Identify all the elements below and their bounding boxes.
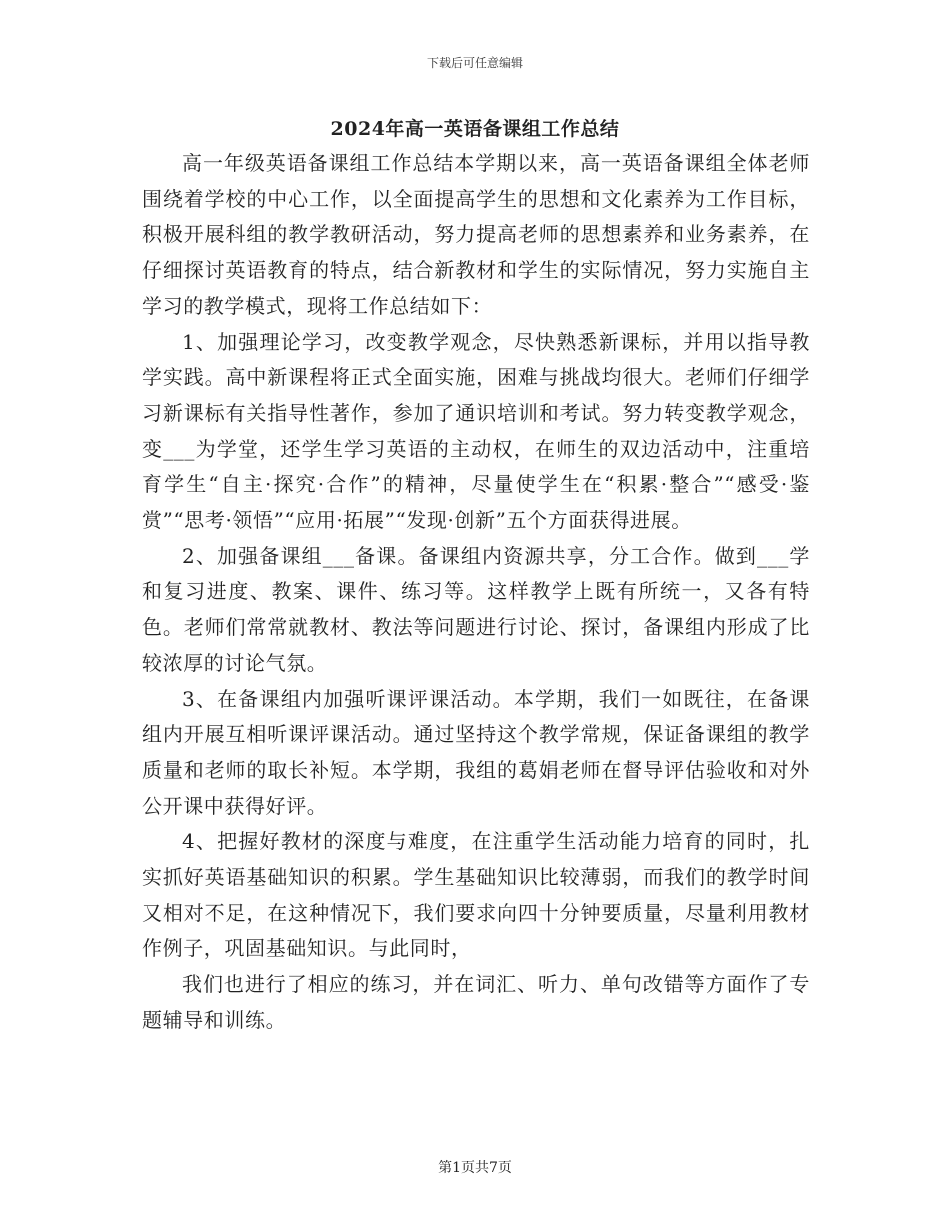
paragraph-item-2: 2、加强备课组___备课。备课组内资源共享，分工合作。做到___学和复习进度、教案、课件、练习等。这样教学上既有所统一，又各有特色。老师们常常就教材、教法等问题进行讨论、探讨，备课组内形成了比较浓厚的讨论气氛。 [142, 543, 810, 675]
paragraph-item-3: 3、在备课组内加强听课评课活动。本学期，我们一如既往，在备课组内开展互相听课评课活动。通过坚持这个教学常规，保证备课组的教学质量和老师的取长补短。本学期，我组的葛娟老师在督导评估验收和对外公开课中获得好评。 [142, 686, 810, 818]
document-body [142, 146, 810, 1039]
header-note: 下载后可任意编辑 [426, 56, 523, 70]
paragraph-continuation: 我们也进行了相应的练习，并在词汇、听力、单句改错等方面作了专题辅导和训练。 [142, 972, 810, 1032]
paragraph-item-1: 1、加强理论学习，改变教学观念，尽快熟悉新课标，并用以指导教学实践。高中新课程将正式全面实施，困难与挑战均很大。老师们仔细学习新课标有关指导性著作，参加了通识培训和考试。努力转变教学观念，变___为学堂，还学生学习英语的主动权，在师生的双边活动中，注重培育学生“自主·探究·合作”的精神，尽量使学生在“积累·整合”“感受·鉴赏”“思考·领悟”“应用·拓展”“发现·创新”五个方面获得进展。 [142, 329, 810, 533]
page-footer: 第1页共7页 [438, 1160, 512, 1176]
paragraph-item-4: 4、把握好教材的深度与难度，在注重学生活动能力培育的同时，扎实抓好英语基础知识的积累。学生基础知识比较薄弱，而我们的教学时间又相对不足，在这种情况下，我们要求向四十分钟要质量，尽量利用教材作例子，巩固基础知识。与此同时， [142, 829, 810, 961]
paragraph-intro: 高一年级英语备课组工作总结本学期以来，高一英语备课组全体老师围绕着学校的中心工作，以全面提高学生的思想和文化素养为工作目标，积极开展科组的教学教研活动，努力提高老师的思想素养和业务素养，在仔细探讨英语教育的特点，结合新教材和学生的实际情况，努力实施自主学习的教学模式，现将工作总结如下： [142, 151, 810, 318]
document-title: 2024年高一英语备课组工作总结 [330, 118, 620, 140]
